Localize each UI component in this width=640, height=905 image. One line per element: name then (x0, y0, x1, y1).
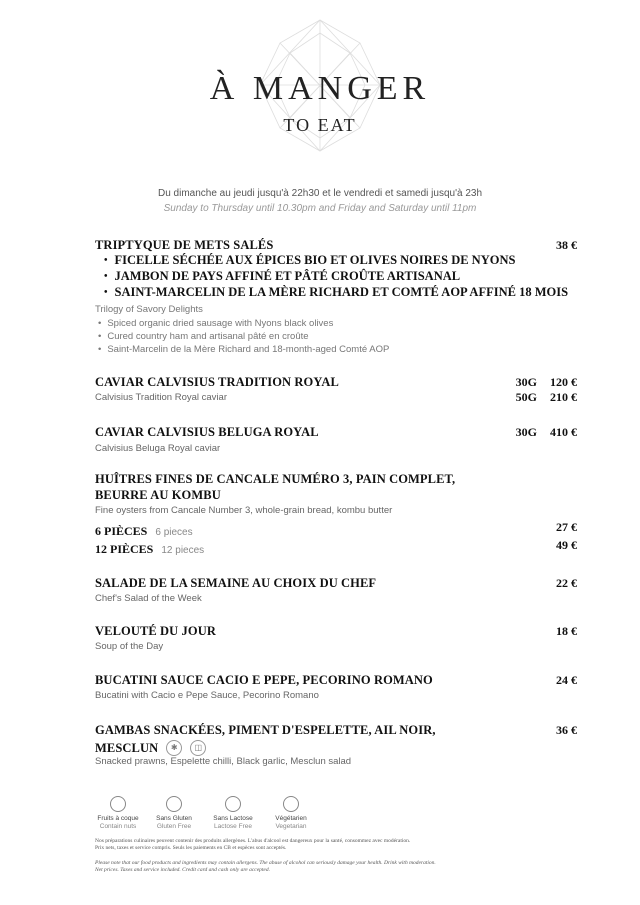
veloute-price: 18 € (556, 624, 577, 638)
caviar-beluga-title: CAVIAR CALVISIUS BELUGA ROYAL (95, 425, 319, 439)
triptyque-price: 38 € (556, 238, 577, 252)
bucatini-title-en: Bucatini with Cacio e Pepe Sauce, Pecorino Romano (95, 690, 319, 701)
veloute-title: VELOUTÉ DU JOUR (95, 624, 216, 638)
caviar-beluga-qty: 30G (515, 425, 537, 439)
triptyque-title-en: Trilogy of Savory Delights (95, 304, 203, 315)
caviar-tradition-qty-1: 30G (515, 375, 537, 389)
triptyque-items-fr (104, 253, 568, 301)
salade-title: SALADE DE LA SEMAINE AU CHOIX DU CHEF (95, 576, 377, 590)
caviar-tradition-qty-2: 50G (515, 390, 537, 404)
page-title: À MANGER (209, 70, 431, 107)
bucatini-price: 24 € (556, 673, 577, 687)
legend-nuts (88, 796, 148, 831)
opening-hours-en: Sunday to Thursday until 10.30pm and Friday and Saturday until 11pm (163, 203, 477, 214)
legend-lactose-free-fr: Sans Lactose (213, 815, 253, 822)
huitres-title-line-1: HUÎTRES FINES DE CANCALE NUMÉRO 3, PAIN COMPLET, (95, 472, 456, 486)
huitres-title-line-2: BEURRE AU KOMBU (95, 488, 221, 502)
caviar-tradition-title: CAVIAR CALVISIUS TRADITION ROYAL (95, 375, 339, 389)
veloute-title-en: Soup of the Day (95, 641, 164, 652)
leaf-icon (283, 796, 299, 812)
gambas-price: 36 € (556, 723, 577, 737)
list-item: • JAMBON DE PAYS AFFINÉ ET PÂTÉ CROÛTE ARTISANAL (104, 269, 568, 285)
huitres-option-6-price: 27 € (556, 520, 577, 534)
page-subtitle: TO EAT (283, 115, 357, 135)
huitres-option-12-label: 12 PIÈCES (95, 542, 154, 556)
list-item: • Spiced organic dried sausage with Nyons black olives (98, 317, 389, 330)
huitres-option-12-price: 49 € (556, 538, 577, 552)
caviar-beluga-price: 410 € (550, 425, 577, 439)
footer-fr-2: Prix nets, taxes et service compris. Seuls les paiements en CB et espèces sont acceptés. (95, 845, 287, 851)
legend-lactose-free-en: Lactose Free (214, 823, 252, 830)
nuts-icon (110, 796, 126, 812)
huitres-option-12 (95, 540, 204, 558)
gambas-title-line-1: GAMBAS SNACKÉES, PIMENT D'ESPELETTE, AIL NOIR, (95, 723, 436, 737)
lactose-free-icon: ◫ (190, 740, 206, 756)
legend-vegetarian-fr: Végétarien (275, 815, 307, 822)
list-item: • Cured country ham and artisanal pâté en croûte (98, 330, 389, 343)
opening-hours-fr: Du dimanche au jeudi jusqu'à 22h30 et le vendredi et samedi jusqu'à 23h (157, 188, 483, 199)
gambas-title-en: Snacked prawns, Espelette chilli, Black garlic, Mesclun salad (95, 756, 352, 767)
caviar-tradition-price-2: 210 € (550, 390, 577, 404)
lactose-free-icon (225, 796, 241, 812)
huitres-option-6-label-en: 6 pieces (155, 527, 193, 538)
huitres-option-6 (95, 522, 193, 540)
list-item: • Saint-Marcelin de la Mère Richard and 18-month-aged Comté AOP (98, 343, 389, 356)
legend-gluten-free-fr: Sans Gluten (156, 815, 192, 822)
huitres-title-en: Fine oysters from Cancale Number 3, whole-grain bread, kombu butter (95, 505, 393, 516)
legend-nuts-fr: Fruits à coque (97, 815, 139, 822)
bucatini-title: BUCATINI SAUCE CACIO E PEPE, PECORINO ROMANO (95, 673, 433, 687)
legend-vegetarian (261, 796, 321, 831)
gluten-free-icon (166, 796, 182, 812)
gambas-title-line-2: MESCLUN (95, 741, 159, 755)
legend-lactose-free (203, 796, 263, 831)
legend-gluten-free-en: Gluten Free (156, 823, 192, 830)
list-item: • SAINT-MARCELIN DE LA MÈRE RICHARD ET COMTÉ AOP AFFINÉ 18 MOIS (104, 285, 568, 301)
gambas-title-line-2-row (95, 739, 206, 757)
caviar-beluga-title-en: Calvisius Beluga Royal caviar (95, 443, 221, 454)
footer-fr-1: Nos préparations culinaires peuvent contenir des produits allergènes. L'abus d'alcool est dangereux pour la santé, consommez avec modération. (95, 838, 411, 844)
salade-price: 22 € (556, 576, 577, 590)
legend-nuts-en: Contain nuts (99, 823, 137, 830)
legend-gluten-free (144, 796, 204, 831)
footer-en-1: Please note that our food products and ingredients may contain allergens. The abuse of alcohol can seriously damage your health. Drink with moderation. (95, 860, 436, 866)
legend-vegetarian-en: Vegetarian (275, 823, 307, 830)
triptyque-title: TRIPTYQUE DE METS SALÉS (95, 238, 274, 252)
footer-en-2: Net prices. Taxes and service included. Credit card and cash only are accepted. (95, 867, 270, 873)
salade-title-en: Chef's Salad of the Week (95, 593, 202, 604)
list-item: • FICELLE SÉCHÉE AUX ÉPICES BIO ET OLIVES NOIRES DE NYONS (104, 253, 568, 269)
triptyque-items-en (98, 317, 389, 356)
huitres-option-6-label: 6 PIÈCES (95, 524, 148, 538)
caviar-tradition-title-en: Calvisius Tradition Royal caviar (95, 392, 227, 403)
gluten-free-icon: ✱ (166, 740, 182, 756)
huitres-option-12-label-en: 12 pieces (161, 545, 205, 556)
caviar-tradition-price-1: 120 € (550, 375, 577, 389)
